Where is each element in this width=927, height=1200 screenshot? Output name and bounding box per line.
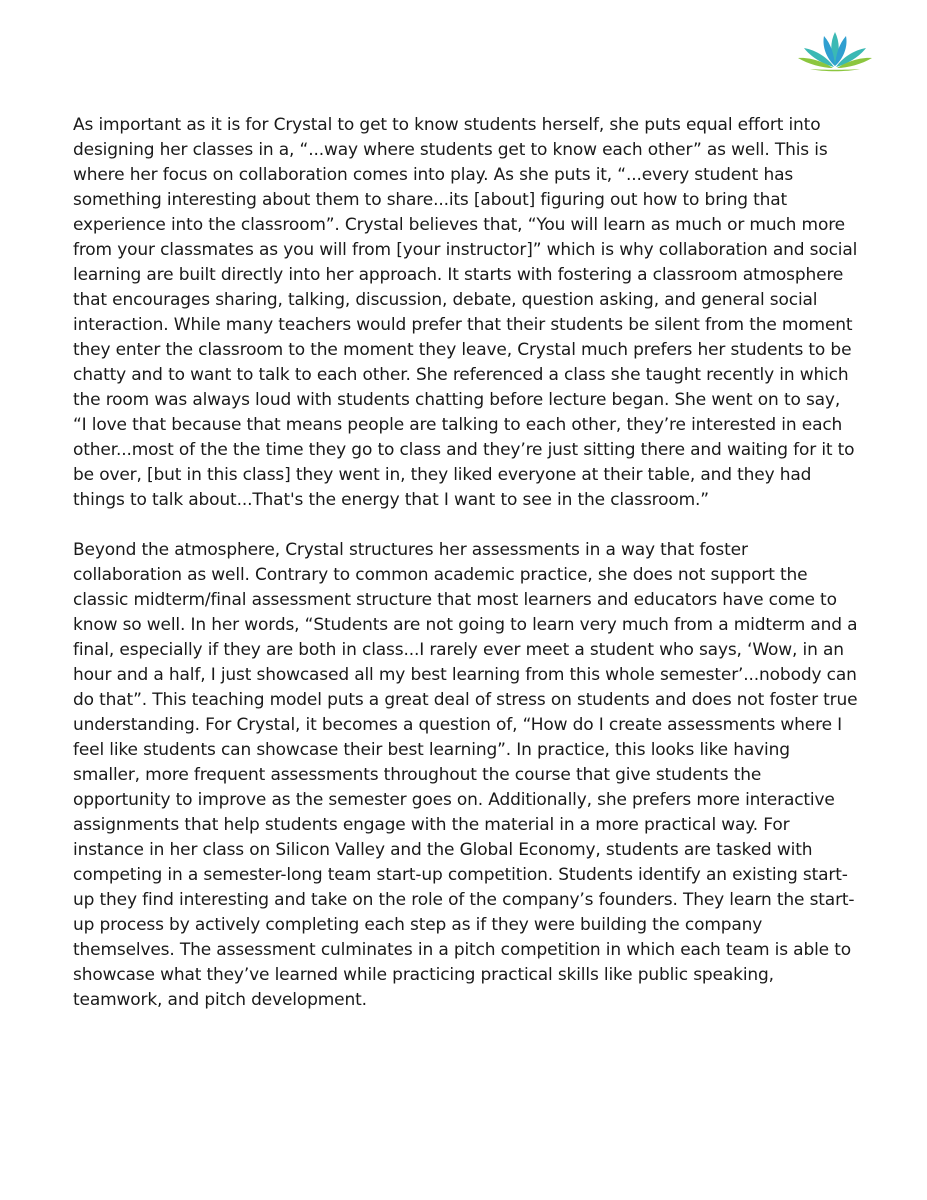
paragraph-assessments: Beyond the atmosphere, Crystal structures her assessments in a way that foster collaboration as well. Contrary to common academic practice, she does not support the classic midterm/final assessment structure that most learners and educators have come to know so well. In her words, “Students are not going to learn very much from a midterm and a final, especially if they are both in class...I rarely ever meet a student who says, ‘Wow, in an hour and a half, I just showcased all my best learning from this whole semester’...nobody can do that”. This teaching model puts a great deal of stress on students and does not foster true understanding. For Crystal, it becomes a question of, “How do I create assessments where I feel like students can showcase their best learning”. In practice, this looks like having smaller, more frequent assessments throughout the course that give students the opportunity to improve as the semester goes on. Additionally, she prefers more interactive assignments that help students engage with the material in a more practical way. For instance in her class on Silicon Valley and the Global Economy, students are tasked with competing in a semester-long team start-up competition. Students identify an existing start-up they find interesting and take on the role of the company’s founders. They learn the start-up process by actively completing each step as if they were building the company themselves. The assessment culminates in a pitch competition in which each team is able to showcase what they’ve learned while practicing practical skills like public speaking, teamwork, and pitch development. bbox=[73, 540, 858, 1010]
article-body bbox=[73, 113, 858, 1013]
paragraph-collaboration: As important as it is for Crystal to get to know students herself, she puts equal effort into designing her classes in a, “...way where students get to know each other” as well. This is where her focus on collaboration comes into play. As she puts it, “...every student has something interesting about them to share...its [about] figuring out how to bring that experience into the classroom”. Crystal believes that, “You will learn as much or much more from your classmates as you will from [your instructor]” which is why collaboration and social learning are built directly into her approach. It starts with fostering a classroom atmosphere that encourages sharing, talking, discussion, debate, question asking, and general social interaction. While many teachers would prefer that their students be silent from the moment they enter the classroom to the moment they leave, Crystal much prefers her students to be chatty and to want to talk to each other. She referenced a class she taught recently in which the room was always loud with students chatting before lecture began. She went on to say, “I love that because that means people are talking to each other, they’re interested in each other...most of the the time they go to class and they’re just sitting there and waiting for it to be over, [but in this class] they went in, they liked everyone at their table, and they had things to talk about...That's the energy that I want to see in the classroom.” bbox=[73, 115, 858, 510]
lotus-logo-icon bbox=[796, 26, 874, 72]
